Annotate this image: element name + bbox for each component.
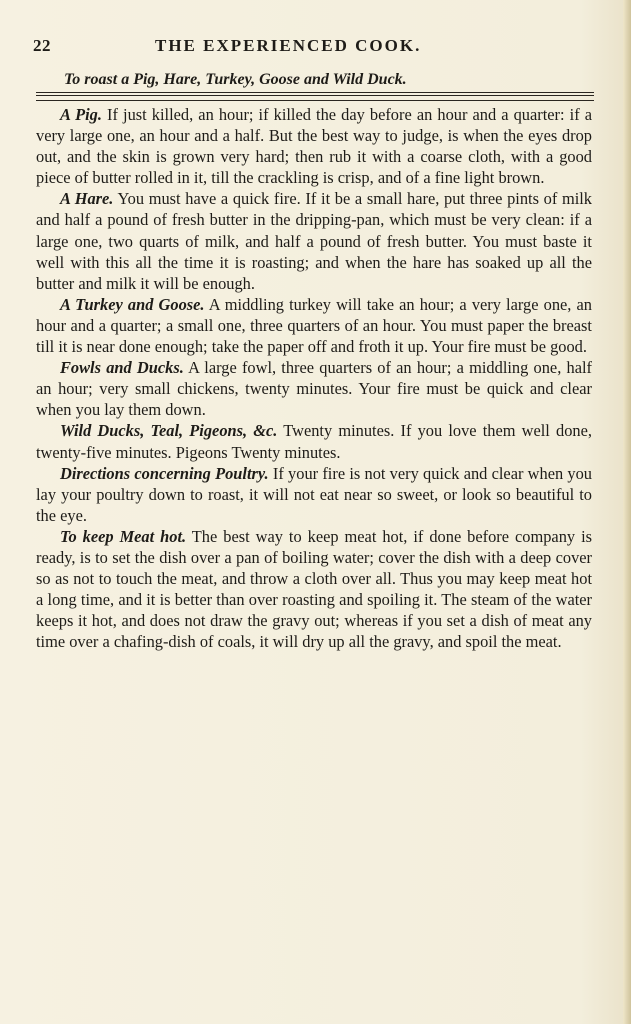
paragraph-text: Twenty minutes. If you love them well done, twenty-five minutes. Pigeons Twenty minutes. [36, 421, 592, 462]
paragraph-text: A large fowl, three quarters of an hour; a middling one, half an hour; very small chickens, twenty minutes. Your fire must be quick and clear when you lay them down. [36, 358, 592, 420]
paragraph-text: If your fire is not very quick and clear when you lay your poultry down to roast, it will not eat near so sweet, or look so beautiful to the eye. [36, 463, 592, 525]
paragraph-text: The best way to keep meat hot, if done before company is ready, is to set the dish over a pan of boiling water; cover the dish with a deep cover so as not to touch the meat, and throw a cloth over all. Thus you may keep meat hot a long time, and it is better than over roasting and spoiling it. The steam of the water keeps it hot, and does not draw the gravy out; whereas if you set a dish of meat any time over a chafing-dish of coals, it will dry up all the gravy, and spoil the meat. [36, 526, 592, 652]
paragraph-heading: To keep Meat hot. [60, 526, 187, 546]
divider-rule [36, 95, 594, 96]
paragraph-pig [36, 104, 592, 188]
paragraph-text: If just killed, an hour; if killed the day before an hour and a quarter: if a very large one, an hour and a half. But the best way to judge, is when the eyes drop out, and the skin is grown very hard; then rub it with a coarse cloth, with a good piece of butter rolled in it, till the crackling is crisp, and of a fine light brown. [36, 105, 593, 188]
running-title: THE EXPERIENCED COOK. [155, 36, 422, 55]
paragraph-fowls-ducks [36, 357, 592, 420]
page-number: 22 [33, 36, 51, 55]
paragraph-hare [36, 188, 592, 293]
paragraph-heading: A Turkey and Goose. [60, 294, 205, 314]
paragraph-text: A middling turkey will take an hour; a very large one, an hour and a quarter; a small one, three quarters of an hour. You must paper the breast till it is near done enough; take the paper off and froth it up. Your fire must be good. [36, 294, 592, 357]
page-edge [623, 0, 631, 1024]
paragraph-keep-meat-hot [36, 526, 592, 653]
paragraph-heading: Fowls and Ducks. [60, 358, 184, 378]
divider-rule [36, 92, 594, 93]
body-text [36, 104, 592, 652]
paragraph-heading: A Hare. [60, 189, 114, 209]
paragraph-turkey-goose [36, 294, 592, 357]
page-header [33, 36, 599, 60]
paragraph-wild-ducks [36, 420, 592, 462]
divider-rule [36, 100, 594, 101]
paragraph-text: You must have a quick fire. If it be a small hare, put three pints of milk and half a pound of fresh butter in the dripping-pan, which must be very clean: if a large one, two quarts of milk, and half a pound of fresh butter. You must baste it well with this all the time it is roasting; and when the hare has soaked up all the butter and milk it will be enough. [36, 189, 592, 293]
paragraph-directions-poultry [36, 463, 592, 526]
section-title: To roast a Pig, Hare, Turkey, Goose and Wild Duck. [64, 71, 407, 88]
paragraph-heading: Directions concerning Poultry. [60, 463, 269, 483]
paragraph-heading: A Pig. [60, 105, 102, 124]
paragraph-heading: Wild Ducks, Teal, Pigeons, &c. [60, 421, 278, 441]
